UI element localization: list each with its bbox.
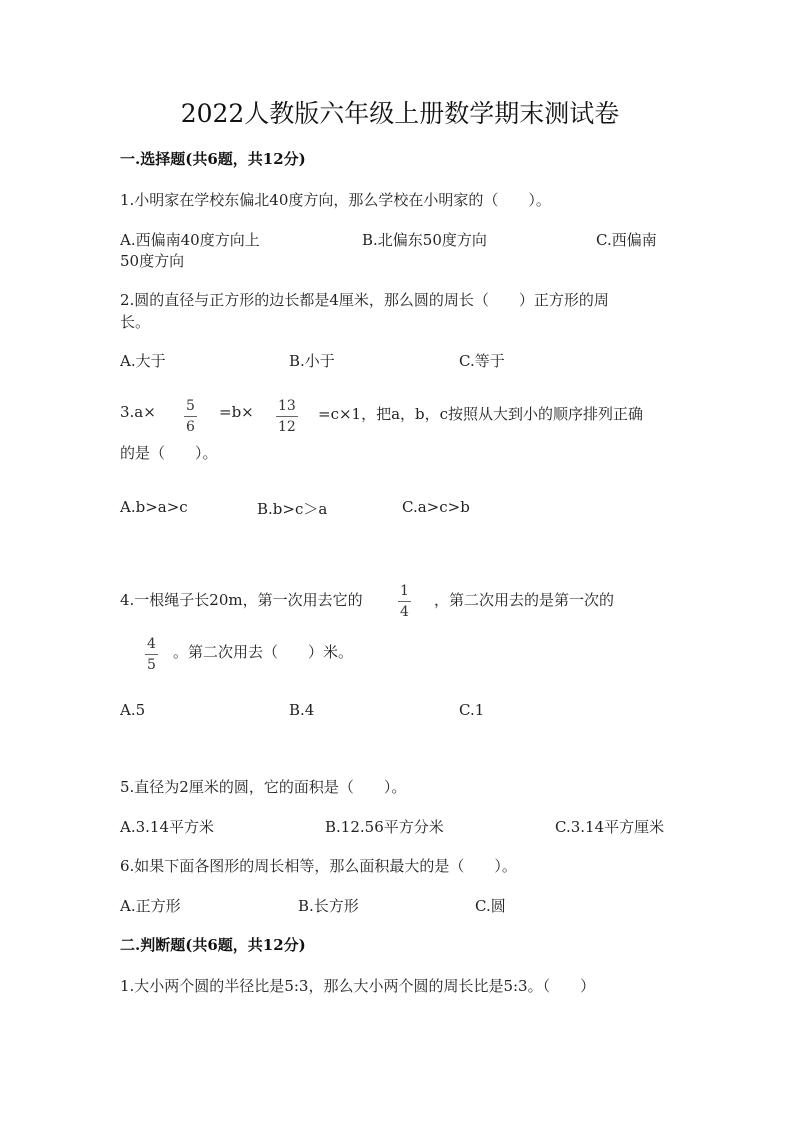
- question-1-option-c: C.西偏南: [596, 231, 657, 249]
- question-6-option-b: B.长方形: [298, 897, 359, 915]
- question-4-option-c: C.1: [459, 701, 485, 719]
- question-3-option-c: C.a>c>b: [402, 498, 470, 516]
- fraction-one-quarter: [398, 583, 411, 620]
- question-1-stem: 1.小明家在学校东偏北40度方向，那么学校在小明家的（ ）。: [120, 191, 551, 209]
- question-4-stem-part2: ，第二次用去的是第一次的: [434, 591, 615, 609]
- question-2-option-c: C.等于: [459, 352, 505, 370]
- question-5-option-b: B.12.56平方分米: [325, 818, 444, 836]
- section-heading-judgment: 二.判断题(共6题，共12分): [120, 936, 306, 954]
- question-5-option-a: A.3.14平方米: [120, 818, 214, 836]
- question-4-option-b: B.4: [289, 701, 315, 719]
- question-2-option-b: B.小于: [289, 352, 335, 370]
- question-3-option-b: B.b>c＞a: [257, 500, 328, 518]
- fraction-denominator: 5: [147, 657, 156, 673]
- fraction-denominator: 12: [278, 419, 296, 435]
- question-3-stem-part3: =c×1，把a，b，c按照从大到小的顺序排列正确: [318, 405, 644, 423]
- fraction-denominator: 6: [186, 419, 195, 435]
- question-4-option-a: A.5: [120, 701, 146, 719]
- question-1-option-a: A.西偏南40度方向上: [120, 231, 260, 249]
- question-1-option-b: B.北偏东50度方向: [362, 231, 487, 249]
- fraction-four-fifths: [145, 636, 158, 673]
- fraction-numerator: 13: [276, 398, 298, 417]
- question-4-stem-part1: 4.一根绳子长20m，第一次用去它的: [120, 591, 363, 609]
- fraction-denominator: 4: [400, 604, 409, 620]
- question-6-stem: 6.如果下面各图形的周长相等，那么面积最大的是（ ）。: [120, 857, 517, 875]
- page-title: 2022人教版六年级上册数学期末测试卷: [180, 99, 620, 128]
- question-3-stem-part1: 3.a×: [120, 403, 156, 421]
- fraction-numerator: 4: [145, 636, 158, 655]
- question-6-option-c: C.圆: [475, 897, 506, 915]
- question-3-option-a: A.b>a>c: [120, 498, 188, 516]
- question-6-option-a: A.正方形: [120, 897, 181, 915]
- section-heading-choice: 一.选择题(共6题，共12分): [120, 150, 306, 168]
- fraction-numerator: 1: [398, 583, 411, 602]
- question-3-stem-part2: =b×: [219, 403, 254, 421]
- judgment-1-stem: 1.大小两个圆的半径比是5:3，那么大小两个圆的周长比是5:3。（ ）: [120, 977, 596, 995]
- fraction-thirteen-twelfths: [276, 398, 298, 435]
- question-5-stem: 5.直径为2厘米的圆，它的面积是（ ）。: [120, 778, 407, 796]
- question-2-stem-line2: 长。: [120, 313, 151, 331]
- question-5-option-c: C.3.14平方厘米: [555, 818, 665, 836]
- question-2-option-a: A.大于: [120, 352, 166, 370]
- question-4-stem-part3: 。第二次用去（ ）米。: [173, 643, 354, 661]
- question-1-option-c-continued: 50度方向: [120, 252, 185, 270]
- question-3-stem-line2: 的是（ ）。: [120, 444, 218, 462]
- fraction-five-sixths: [184, 398, 197, 435]
- question-2-stem-line1: 2.圆的直径与正方形的边长都是4厘米，那么圆的周长（ ）正方形的周: [120, 291, 609, 309]
- fraction-numerator: 5: [184, 398, 197, 417]
